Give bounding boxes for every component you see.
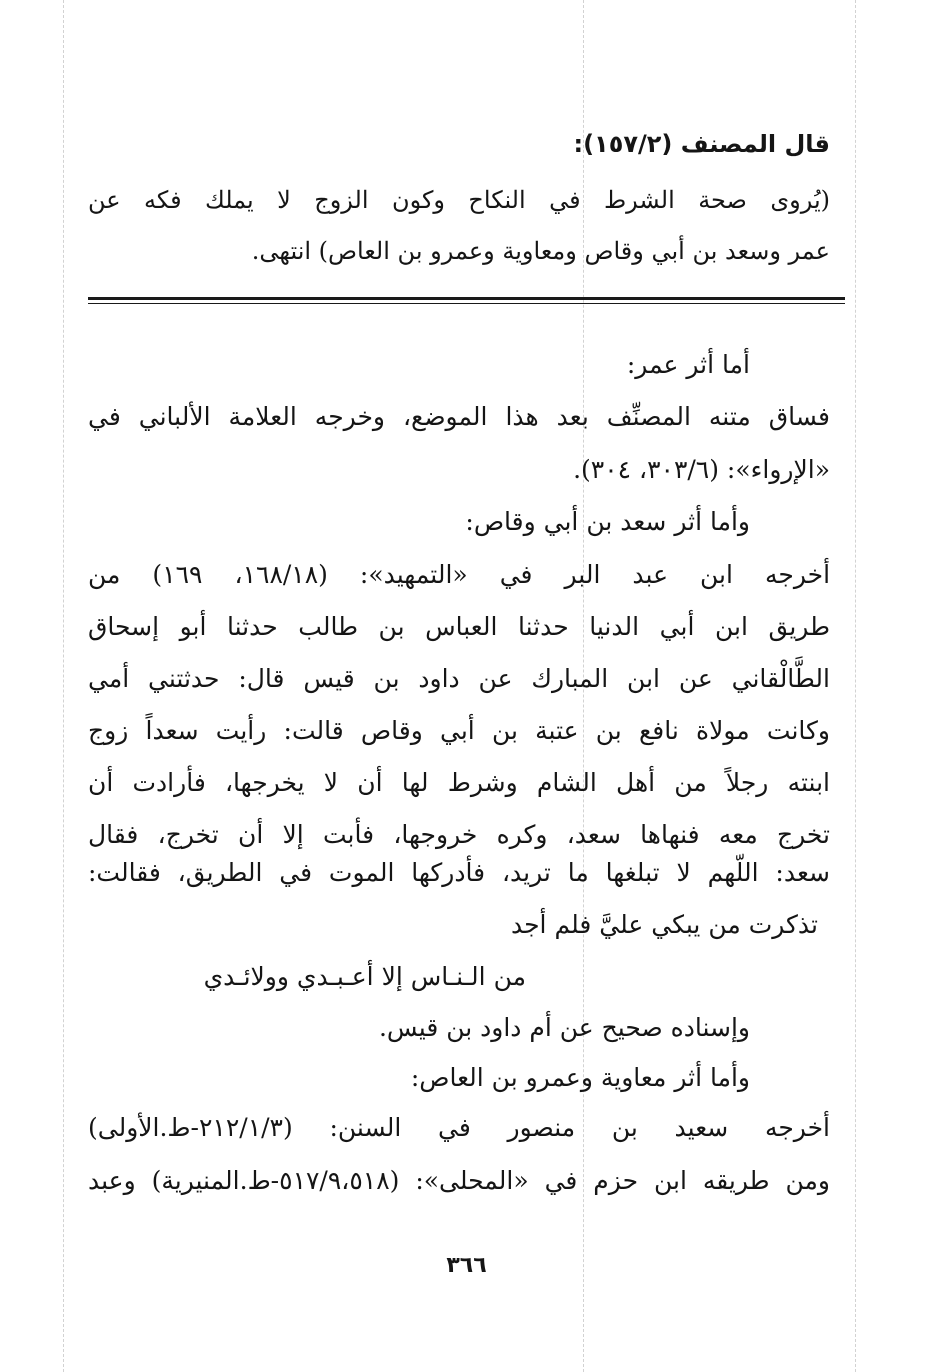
paragraph-line: ابنته رجلاً من أهل الشام وشرط لها أن لا يخرجها، فأرادت أن <box>88 768 830 797</box>
poem-first-hemistich: تذكرت من يبكي عليَّ فلم أجد <box>510 910 818 939</box>
separator-rule <box>88 303 845 304</box>
paragraph-line: الطَّالْقاني عن ابن المبارك عن داود بن قيس قال: حدثتني أمي <box>88 664 830 693</box>
paragraph-line: أخرجه سعيد بن منصور في السنن: (٢١٢/١/٣-ط.الأولى) <box>88 1113 830 1142</box>
page-number: ٣٦٦ <box>446 1253 487 1278</box>
quoted-text-line: عمر وسعد بن أبي وقاص ومعاوية وعمرو بن العاص) انتهى. <box>251 237 830 265</box>
paragraph-line: أما أثر عمر: <box>626 350 750 379</box>
paragraph-line: «الإرواء»: (٣٠٣/٦، ٣٠٤). <box>573 455 830 484</box>
paragraph-line: تخرج معه فنهاها سعد، وكره خروجها، فأبت إلا أن تخرج، فقال <box>88 820 830 849</box>
quoted-text-line: (يُروى صحة الشرط في النكاح وكون الزوج لا يملك فكه عن <box>88 186 830 214</box>
fold-line <box>63 0 64 1372</box>
section-heading: قال المصنف (١٥٧/٢): <box>573 130 830 158</box>
paragraph-line: سعد: اللّهم لا تبلغها ما تريد، فأدركها الموت في الطريق، فقالت: <box>88 858 830 887</box>
fold-line <box>855 0 856 1372</box>
paragraph-line: وإسناده صحيح عن أم داود بن قيس. <box>378 1013 750 1042</box>
paragraph-line: أخرجه ابن عبد البر في «التمهيد»: (١٦٨/١٨، ١٦٩) من <box>88 560 831 589</box>
paragraph-line: وأما أثر سعد بن أبي وقاص: <box>465 507 750 536</box>
poem-second-hemistich: من الـنـاس إلا أعـبـدي وولائـدي <box>203 962 526 991</box>
paragraph-line: طريق ابن أبي الدنيا حدثنا العباس بن طالب حدثنا أبو إسحاق <box>88 612 830 641</box>
paragraph-line: وكانت مولاة نافع بن عتبة بن أبي وقاص قالت: رأيت سعداً زوج <box>88 716 830 745</box>
paragraph-line: ومن طريقه ابن حزم في «المحلى»: (٥١٧/٩،٥١٨-ط.المنيرية) وعبد <box>88 1166 830 1195</box>
paragraph-line: وأما أثر معاوية وعمرو بن العاص: <box>410 1063 750 1092</box>
paragraph-line: فساق متنه المصنِّف بعد هذا الموضع، وخرجه العلامة الألباني في <box>88 402 830 431</box>
separator-rule <box>88 297 845 300</box>
